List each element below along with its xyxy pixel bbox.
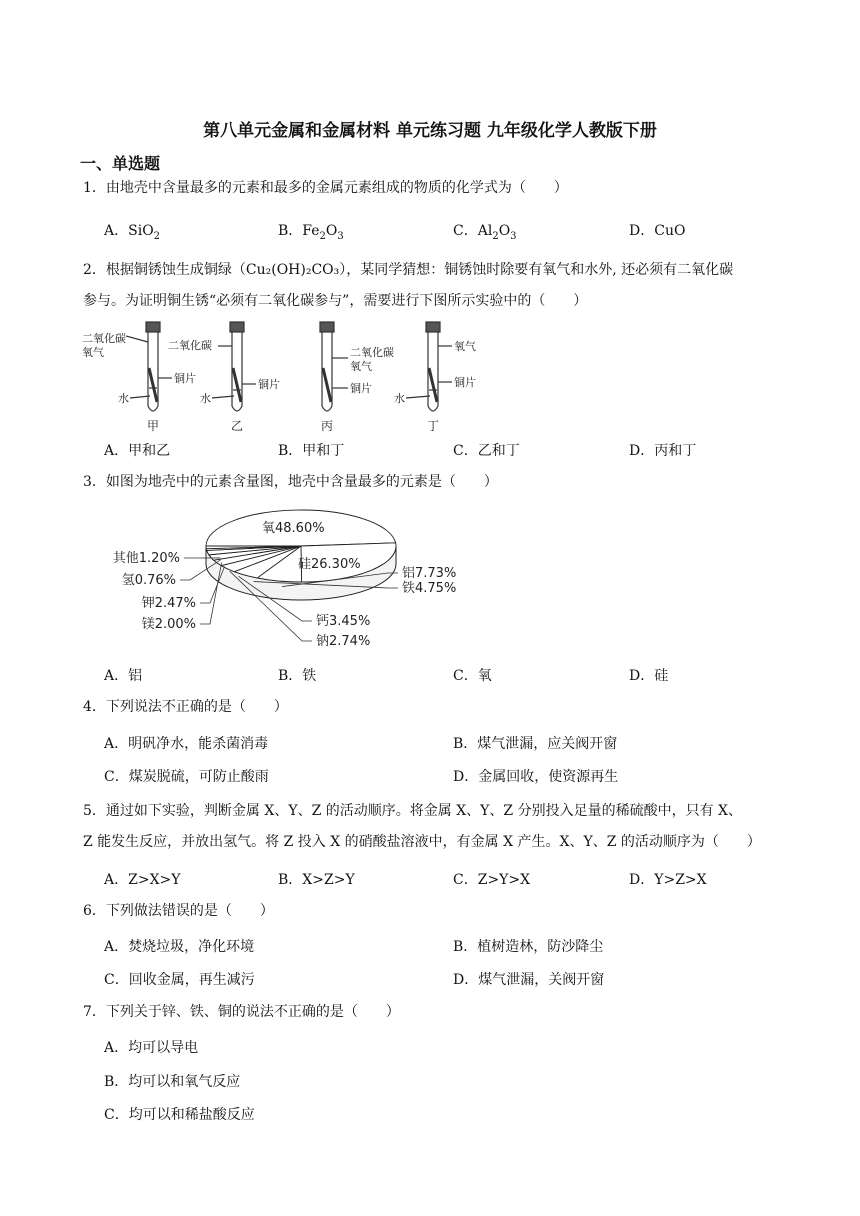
pie-label-4: 铁4.75% <box>402 581 457 596</box>
label-water-ding: 水 <box>394 392 405 405</box>
question-1-option-a[interactable]: A．SiO$_2$ <box>104 223 161 242</box>
question-5-option-d[interactable]: D．Y>Z>X <box>629 872 707 888</box>
label-o2-bing: 氧气 <box>350 360 372 373</box>
page-title: 第八单元金属和金属材料 单元练习题 九年级化学人教版下册 <box>203 121 657 141</box>
question-4-stem: 4．下列说法不正确的是（ ） <box>83 699 288 715</box>
element-abundance-pie-chart <box>96 502 496 650</box>
label-o2-jia: 氧气 <box>82 346 104 359</box>
question-3-option-a[interactable]: A．铝 <box>104 668 143 684</box>
question-7-stem: 7．下列关于锌、铁、铜的说法不正确的是（ ） <box>83 1004 400 1020</box>
tube-label-yi: 乙 <box>231 419 244 433</box>
tube-label-ding: 丁 <box>427 419 440 433</box>
label-co2-bing: 二氧化碳 <box>350 346 394 359</box>
tube-stopper-jia <box>146 322 160 332</box>
question-3-option-d[interactable]: D．硅 <box>629 668 669 684</box>
question-5-option-a[interactable]: A．Z>X>Y <box>104 872 181 888</box>
copper-strip-yi <box>233 368 241 402</box>
pie-label-3: 铝7.73% <box>402 566 457 581</box>
question-7-option-c[interactable]: C．均可以和稀盐酸反应 <box>104 1107 255 1123</box>
question-7-option-b[interactable]: B．均可以和氧气反应 <box>104 1074 241 1090</box>
label-o2-ding: 氧气 <box>454 340 476 353</box>
label-water-jia: 水 <box>118 392 129 405</box>
question-5-stem-line1: 5．通过如下实验，判断金属 X、Y、Z 的活动顺序。将金属 X、Y、Z 分别投入足量的稀硫酸中，只有 X、 <box>83 803 742 819</box>
question-5-stem-line2: Z 能发生反应，并放出氢气。将 Z 投入 X 的硝酸盐溶液中，有金属 X 产生。X、Y、Z 的活动顺序为（ ） <box>83 834 761 850</box>
question-6-option-c[interactable]: C．回收金属，再生减污 <box>104 972 255 988</box>
pie-label-1: 氧48.60% <box>262 521 325 536</box>
label-copper-jia: 铜片 <box>174 372 196 385</box>
question-4-option-c[interactable]: C．煤炭脱硫，可防止酸雨 <box>104 769 269 785</box>
tube-stopper-yi <box>230 322 244 332</box>
question-6-option-d[interactable]: D．煤气泄漏，关阀开窗 <box>453 972 605 988</box>
copper-strip-jia <box>149 368 157 402</box>
question-6-stem: 6．下列做法错误的是（ ） <box>83 903 274 919</box>
question-3-option-b[interactable]: B．铁 <box>278 668 317 684</box>
question-3-stem: 3．如图为地壳中的元素含量图，地壳中含量最多的元素是（ ） <box>83 474 498 490</box>
pie-label-2: 硅26.30% <box>298 557 361 572</box>
label-copper-yi: 铜片 <box>258 378 280 391</box>
question-1-stem: 1．由地壳中含量最多的元素和最多的金属元素组成的物质的化学式为（ ） <box>83 180 568 196</box>
question-5-option-c[interactable]: C．Z>Y>X <box>453 872 531 888</box>
pie-label-5: 钙3.45% <box>316 614 371 629</box>
copper-strip-bing <box>323 368 331 402</box>
question-7-option-a[interactable]: A．均可以导电 <box>104 1040 199 1056</box>
question-5-option-b[interactable]: B．X>Z>Y <box>278 872 355 888</box>
question-4-option-d[interactable]: D．金属回收，使资源再生 <box>453 769 619 785</box>
question-1-option-c[interactable]: C．$Al_2O_3$ <box>453 223 517 242</box>
label-co2-yi: 二氧化碳 <box>168 339 212 352</box>
pie-label-7: 钾2.47% <box>141 596 196 611</box>
question-4-option-a[interactable]: A．明矾净水，能杀菌消毒 <box>104 736 269 752</box>
question-2-option-c[interactable]: C．乙和丁 <box>453 443 520 459</box>
question-2-stem-line1: 2．根据铜锈蚀生成铜绿（Cu₂(OH)₂CO₃），某同学猜想：铜锈蚀时除要有氧气和水外, 还必须有二氧化碳 <box>83 262 734 278</box>
question-2-stem-line2: 参与。为证明铜生锈“必须有二氧化碳参与”，需要进行下图所示实验中的（ ） <box>83 293 588 309</box>
question-4-option-b[interactable]: B．煤气泄漏，应关阀开窗 <box>453 736 618 752</box>
section-heading: 一、单选题 <box>80 154 161 173</box>
label-co2-jia: 二氧化碳 <box>82 332 126 345</box>
copper-strip-ding <box>429 368 437 402</box>
question-1-option-d[interactable]: D．CuO <box>629 223 686 239</box>
question-1-option-b[interactable]: B．$Fe_2O_3$ <box>278 223 344 242</box>
label-water-yi: 水 <box>200 392 211 405</box>
pie-label-9: 氢0.76% <box>121 573 176 588</box>
tube-label-jia: 甲 <box>147 419 160 433</box>
label-copper-ding: 铜片 <box>454 376 476 389</box>
question-2-option-a[interactable]: A．甲和乙 <box>104 443 171 459</box>
question-6-option-b[interactable]: B．植树造林，防沙降尘 <box>453 939 604 955</box>
question-3-option-c[interactable]: C．氧 <box>453 668 492 684</box>
label-copper-bing: 铜片 <box>350 382 372 395</box>
question-2-option-b[interactable]: B．甲和丁 <box>278 443 345 459</box>
tube-stopper-bing <box>320 322 334 332</box>
pie-label-6: 钠2.74% <box>316 634 371 649</box>
tube-label-bing: 丙 <box>321 419 334 433</box>
pie-label-8: 镁2.00% <box>141 617 196 632</box>
pie-label-10: 其他1.20% <box>112 551 180 566</box>
test-tube-figure <box>82 318 502 436</box>
question-6-option-a[interactable]: A．焚烧垃圾，净化环境 <box>104 939 255 955</box>
tube-stopper-ding <box>426 322 440 332</box>
question-2-option-d[interactable]: D．丙和丁 <box>629 443 697 459</box>
